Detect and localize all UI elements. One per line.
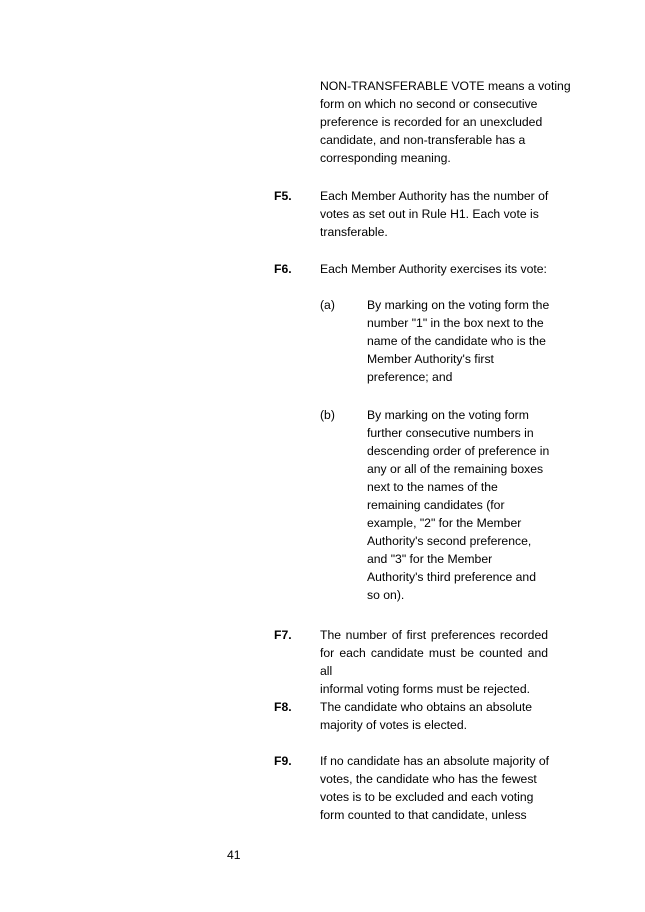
clause-line: transferable.: [320, 225, 388, 239]
clause-text-f9: [320, 752, 560, 824]
clause-number-f9: F9.: [274, 754, 292, 768]
subitem-line: Member Authority's first: [367, 352, 494, 366]
page-number: 41: [227, 848, 241, 862]
definition-line: corresponding meaning.: [320, 151, 451, 165]
subitem-line: and "3" for the Member: [367, 552, 493, 566]
clause-line: Each Member Authority exercises its vote:: [320, 262, 547, 276]
clause-line: votes as set out in Rule H1. Each vote is: [320, 207, 539, 221]
clause-number-f6: F6.: [274, 262, 292, 276]
definition-line: NON-TRANSFERABLE VOTE means a voting: [320, 79, 571, 93]
clause-line: majority of votes is elected.: [320, 718, 467, 732]
clause-line: The number of first preferences recorded: [320, 628, 548, 642]
subitem-line: descending order of preference in: [367, 444, 550, 458]
subitem-line: any or all of the remaining boxes: [367, 462, 544, 476]
subitem-line: Authority's second preference,: [367, 534, 532, 548]
clause-text-f6: [320, 260, 560, 278]
clause-text-f8: [320, 698, 560, 734]
subitem-line: further consecutive numbers in: [367, 426, 534, 440]
subitem-text-b: [367, 406, 567, 604]
definition-line: candidate, and non-transferable has a: [320, 133, 526, 147]
subitem-line: By marking on the voting form: [367, 408, 529, 422]
clause-line: form counted to that candidate, unless: [320, 808, 527, 822]
subitem-line: number "1" in the box next to the: [367, 316, 544, 330]
definition-line: form on which no second or consecutive: [320, 97, 538, 111]
clause-text-f7: [320, 626, 548, 698]
clause-number-f7: F7.: [274, 628, 292, 642]
clause-line: for each candidate must be counted and all: [320, 646, 548, 678]
subitem-line: remaining candidates (for: [367, 498, 505, 512]
subitem-line: preference; and: [367, 370, 453, 384]
definition-paragraph: [320, 77, 571, 167]
subitem-line: name of the candidate who is the: [367, 334, 546, 348]
subitem-label-a: (a): [320, 298, 335, 312]
subitem-line: Authority's third preference and: [367, 570, 536, 584]
clause-line: If no candidate has an absolute majority of: [320, 754, 549, 768]
clause-line: The candidate who obtains an absolute: [320, 700, 533, 714]
subitem-line: next to the names of the: [367, 480, 498, 494]
subitem-line: By marking on the voting form the: [367, 298, 550, 312]
subitem-line: example, "2" for the Member: [367, 516, 522, 530]
clause-line: votes, the candidate who has the fewest: [320, 772, 537, 786]
clause-line: Each Member Authority has the number of: [320, 189, 549, 203]
clause-line: votes is to be excluded and each voting: [320, 790, 534, 804]
subitem-text-a: [367, 296, 567, 386]
definition-line: preference is recorded for an unexcluded: [320, 115, 543, 129]
subitem-label-b: (b): [320, 408, 335, 422]
clause-line: informal voting forms must be rejected.: [320, 682, 530, 696]
clause-text-f5: [320, 187, 560, 241]
clause-number-f5: F5.: [274, 189, 292, 203]
subitem-line: so on).: [367, 588, 405, 602]
clause-number-f8: F8.: [274, 700, 292, 714]
